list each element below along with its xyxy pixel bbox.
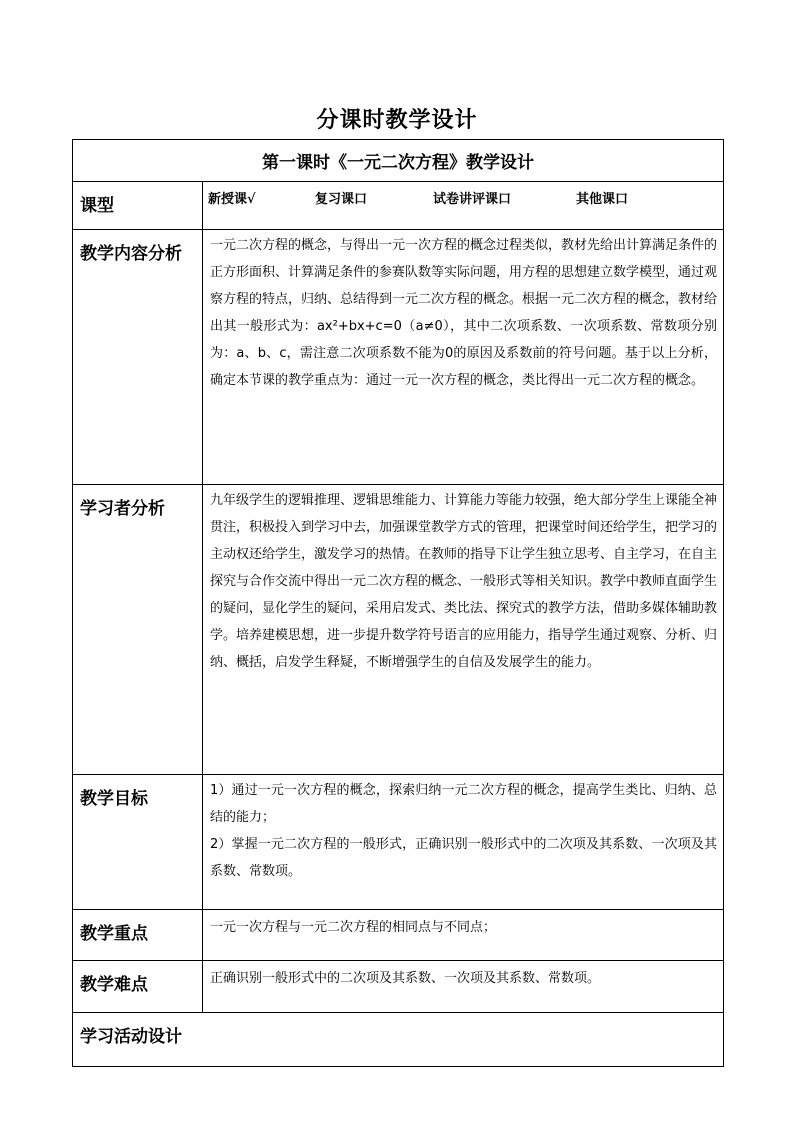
lesson-type-row	[73, 182, 724, 230]
key-points-label: 教学重点	[73, 910, 203, 961]
difficulties-text: 正确识别一般形式中的二次项及其系数、一次项及其系数、常数项。	[203, 961, 724, 1013]
content-analysis-label: 教学内容分析	[73, 230, 203, 485]
lesson-type-review: 复习课口	[315, 192, 368, 207]
subtitle-row	[73, 140, 724, 182]
difficulties-row	[73, 961, 724, 1013]
lesson-type-exam-review: 试卷讲评课口	[433, 192, 512, 207]
objectives-label: 教学目标	[73, 775, 203, 910]
difficulties-label: 教学难点	[73, 961, 203, 1013]
objective-item: 1）通过一元一次方程的概念，探索归纳一元二次方程的概念，提高学生类比、归纳、总结的能力；	[210, 783, 717, 825]
objectives-content	[203, 775, 724, 910]
learner-analysis-label: 学习者分析	[73, 485, 203, 775]
lesson-subtitle: 第一课时《一元二次方程》教学设计	[73, 140, 724, 182]
key-points-row	[73, 910, 724, 961]
activity-design-label: 学习活动设计	[73, 1013, 724, 1067]
learner-analysis-text: 九年级学生的逻辑推理、逻辑思维能力、计算能力等能力较强，绝大部分学生上课能全神贯注，积极投入到学习中去，加强课堂教学方式的管理，把课堂时间还给学生，把学习的主动权还给学生，激发学习的热情。在教师的指导下让学生独立思考、自主学习，在自主探究与合作交流中得出一元二次方程的概念、一般形式等相关知识。教学中教师直面学生的疑问，显化学生的疑问，采用启发式、类比法、探究式的教学方法，借助多媒体辅助教学。培养建模思想，进一步提升数学符号语言的应用能力，指导学生通过观察、分析、归纳、概括，启发学生释疑，不断增强学生的自信及发展学生的能力。	[203, 485, 724, 775]
lesson-type-options	[203, 182, 724, 230]
document-title: 分课时教学设计	[316, 107, 478, 133]
activity-design-row	[73, 1013, 724, 1067]
learner-analysis-row	[73, 485, 724, 775]
lesson-type-other: 其他课口	[576, 192, 629, 207]
lesson-plan-table	[72, 139, 724, 1067]
content-analysis-row	[73, 230, 724, 485]
key-points-text: 一元一次方程与一元二次方程的相同点与不同点；	[203, 910, 724, 961]
lesson-type-label: 课型	[73, 182, 203, 230]
objective-item: 2）掌握一元二次方程的一般形式，正确识别一般形式中的二次项及其系数、一次项及其系数、常数项。	[210, 837, 717, 879]
objectives-row	[73, 775, 724, 910]
content-analysis-text: 一元二次方程的概念，与得出一元一次方程的概念过程类似，教材先给出计算满足条件的正方形面积、计算满足条件的参赛队数等实际问题，用方程的思想建立数学模型，通过观察方程的特点，归纳、总结得到一元二次方程的概念。根据一元二次方程的概念，教材给出其一般形式为：ax²+bx+c=0（a≠0），其中二次项系数、一次项系数、常数项分别为：a、b、c，需注意二次项系数不能为0的原因及系数前的符号问题。基于以上分析，确定本节课的教学重点为：通过一元一次方程的概念，类比得出一元二次方程的概念。	[203, 230, 724, 485]
lesson-type-new: 新授课√	[208, 192, 256, 207]
